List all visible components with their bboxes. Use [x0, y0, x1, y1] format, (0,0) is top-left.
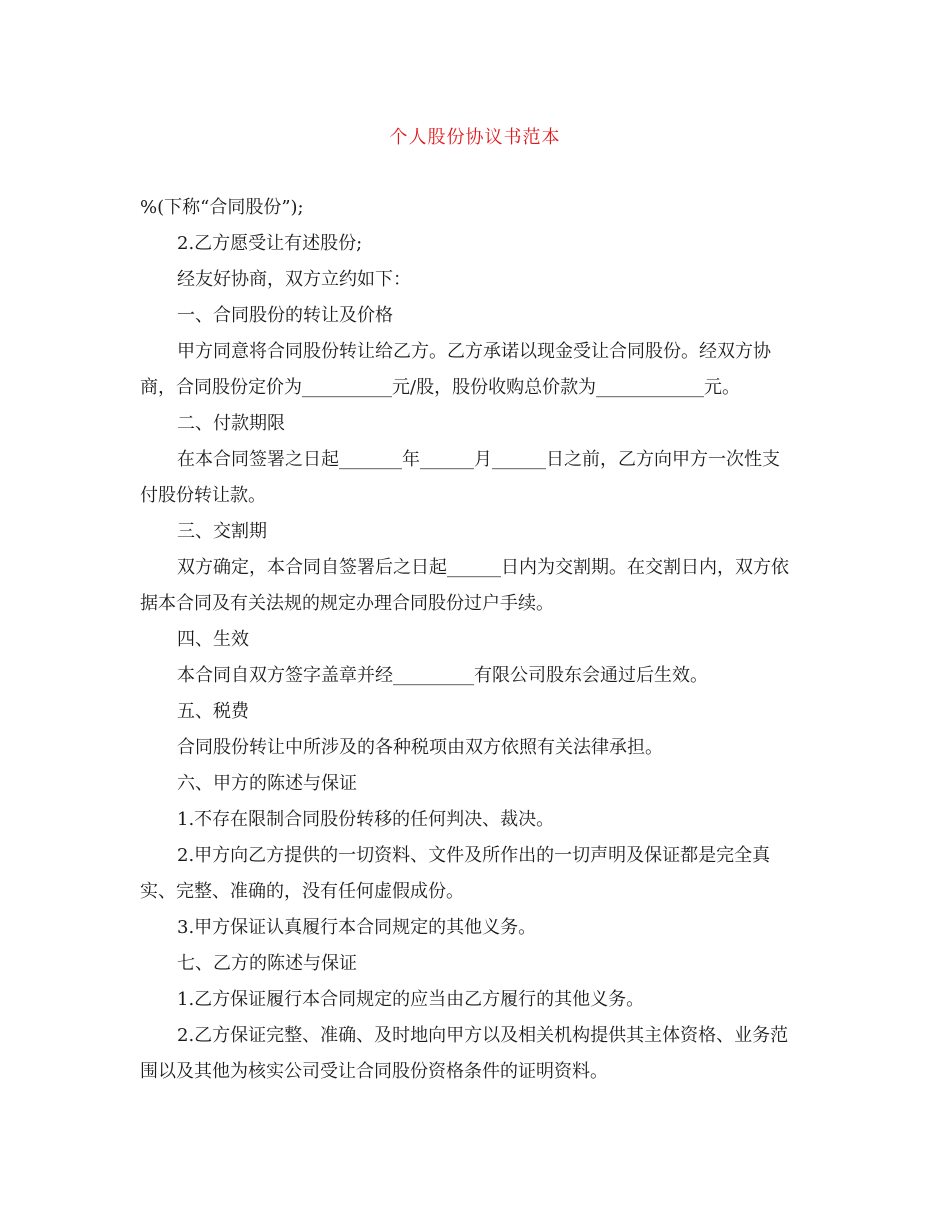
document-line: 3.甲方保证认真履行本合同规定的其他义务。 [177, 917, 537, 938]
document-line: 围以及其他为核实公司受让合同股份资格条件的证明资料。 [140, 1061, 608, 1082]
document-line: 二、付款期限 [177, 413, 285, 434]
document-line: 2.乙方保证完整、准确、及时地向甲方以及相关机构提供其主体资格、业务范 [177, 1025, 789, 1046]
document-line: 据本合同及有关法规的规定办理合同股份过户手续。 [140, 593, 554, 614]
document-line: 1.乙方保证履行本合同规定的应当由乙方履行的其他义务。 [177, 989, 645, 1010]
document-line: 在本合同签署之日起_______年______月______日之前，乙方向甲方一次性支 [177, 449, 780, 470]
document-line: 商，合同股份定价为__________元/股，股份收购总价款为____________元。 [140, 377, 741, 398]
document-line: 四、生效 [177, 629, 249, 650]
document-line: 合同股份转让中所涉及的各种税项由双方依照有关法律承担。 [177, 737, 663, 758]
document-line: 甲方同意将合同股份转让给乙方。乙方承诺以现金受让合同股份。经双方协 [177, 341, 771, 362]
document-body [140, 190, 812, 1090]
document-line: 六、甲方的陈述与保证 [177, 773, 357, 794]
document-line: 2.乙方愿受让有述股份; [177, 233, 363, 254]
document-line: 本合同自双方签字盖章并经_________有限公司股东会通过后生效。 [177, 665, 708, 686]
document-line: 三、交割期 [177, 521, 267, 542]
document-line: 2.甲方向乙方提供的一切资料、文件及所作出的一切声明及保证都是完全真 [177, 845, 771, 866]
document-line: %(下称“合同股份”); [140, 197, 304, 218]
document-line: 付股份转让款。 [140, 485, 266, 506]
document-line: 一、合同股份的转让及价格 [177, 305, 393, 326]
document-line: 双方确定，本合同自签署后之日起______日内为交割期。在交割日内，双方依 [177, 557, 789, 578]
document-line: 五、税费 [177, 701, 249, 722]
document-line: 经友好协商，双方立约如下： [177, 269, 411, 290]
document-title: 个人股份协议书范本 [389, 127, 561, 148]
document-line: 实、完整、准确的，没有任何虚假成份。 [140, 881, 464, 902]
document-line: 七、乙方的陈述与保证 [177, 953, 357, 974]
document-line: 1.不存在限制合同股份转移的任何判决、裁决。 [177, 809, 555, 830]
